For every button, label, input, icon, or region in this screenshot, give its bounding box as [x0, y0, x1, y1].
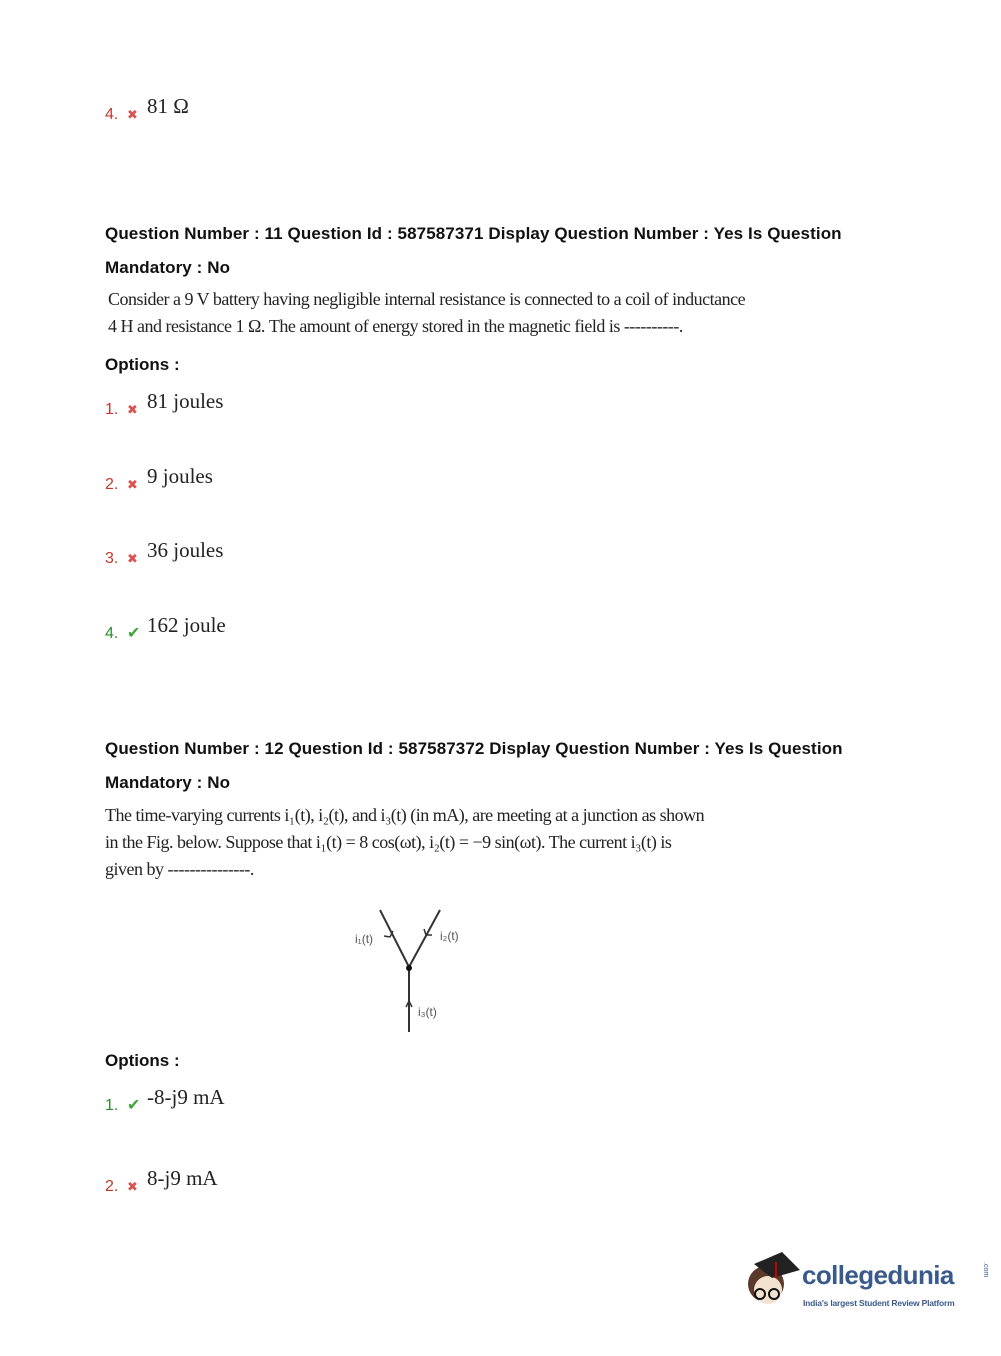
label-i2: i₂(t) — [440, 929, 459, 943]
question-header: Question Number : 11 Question Id : 587587371 Display Question Number : Yes Is Question — [105, 224, 842, 243]
option-text: 162 joule — [147, 613, 226, 637]
options-label: Options : — [105, 355, 180, 374]
option-2 — [105, 464, 213, 495]
cross-icon: ✖ — [127, 402, 138, 417]
option-text: 81 Ω — [147, 94, 189, 118]
question-text-line: The time-varying currents i₁(t), i₂(t), and i₃(t) (in mA), are meeting at a junction as shown — [105, 805, 705, 825]
option-1 — [105, 389, 224, 420]
junction-figure — [350, 905, 480, 1035]
question-text-line: in the Fig. below. Suppose that i₁(t) = 8 cos(ωt), i₂(t) = −9 sin(ωt). The current i₃(t) is — [105, 832, 672, 852]
question-text-line: Consider a 9 V battery having negligible internal resistance is connected to a coil of inductance — [108, 289, 746, 309]
check-icon: ✔ — [127, 625, 141, 642]
option-number: 2. — [105, 1178, 119, 1195]
option-number: 4. — [105, 106, 119, 123]
logo-name: collegedunia — [802, 1260, 954, 1290]
collegedunia-logo — [742, 1248, 997, 1320]
cross-icon: ✖ — [127, 107, 138, 122]
label-i1: i₁(t) — [355, 932, 374, 946]
cross-icon: ✖ — [127, 477, 138, 492]
option-number: 3. — [105, 550, 119, 567]
question-text-line: 4 H and resistance 1 Ω. The amount of energy stored in the magnetic field is ----------. — [108, 316, 683, 336]
logo-tagline: India's largest Student Review Platform — [803, 1298, 955, 1308]
mascot-icon — [742, 1248, 802, 1318]
option-4 — [105, 613, 226, 644]
question-text — [105, 802, 704, 883]
option-3 — [105, 538, 224, 569]
option-text: 36 joules — [147, 538, 224, 562]
option-number: 1. — [105, 401, 119, 418]
option-1 — [105, 1085, 225, 1116]
option-number: 1. — [105, 1097, 119, 1114]
cross-icon: ✖ — [127, 551, 138, 566]
option-number: 2. — [105, 476, 119, 493]
option-text: 8-j9 mA — [147, 1166, 218, 1190]
logo-suffix: .com — [982, 1262, 989, 1278]
junction-diagram — [350, 905, 480, 1035]
options-label: Options : — [105, 1051, 180, 1070]
question-mandatory: Mandatory : No — [105, 773, 231, 792]
option-4 — [105, 94, 189, 125]
cross-icon: ✖ — [127, 1179, 138, 1194]
check-icon: ✔ — [127, 1097, 141, 1114]
option-2 — [105, 1166, 218, 1197]
label-i3: i₃(t) — [418, 1005, 437, 1019]
option-text: 81 joules — [147, 389, 224, 413]
option-text: 9 joules — [147, 464, 213, 488]
question-text — [108, 286, 745, 340]
question-header: Question Number : 12 Question Id : 587587372 Display Question Number : Yes Is Question — [105, 739, 843, 758]
option-number: 4. — [105, 625, 119, 642]
question-text-line: given by ---------------. — [105, 859, 254, 879]
question-mandatory: Mandatory : No — [105, 258, 231, 277]
option-text: -8-j9 mA — [147, 1085, 225, 1109]
